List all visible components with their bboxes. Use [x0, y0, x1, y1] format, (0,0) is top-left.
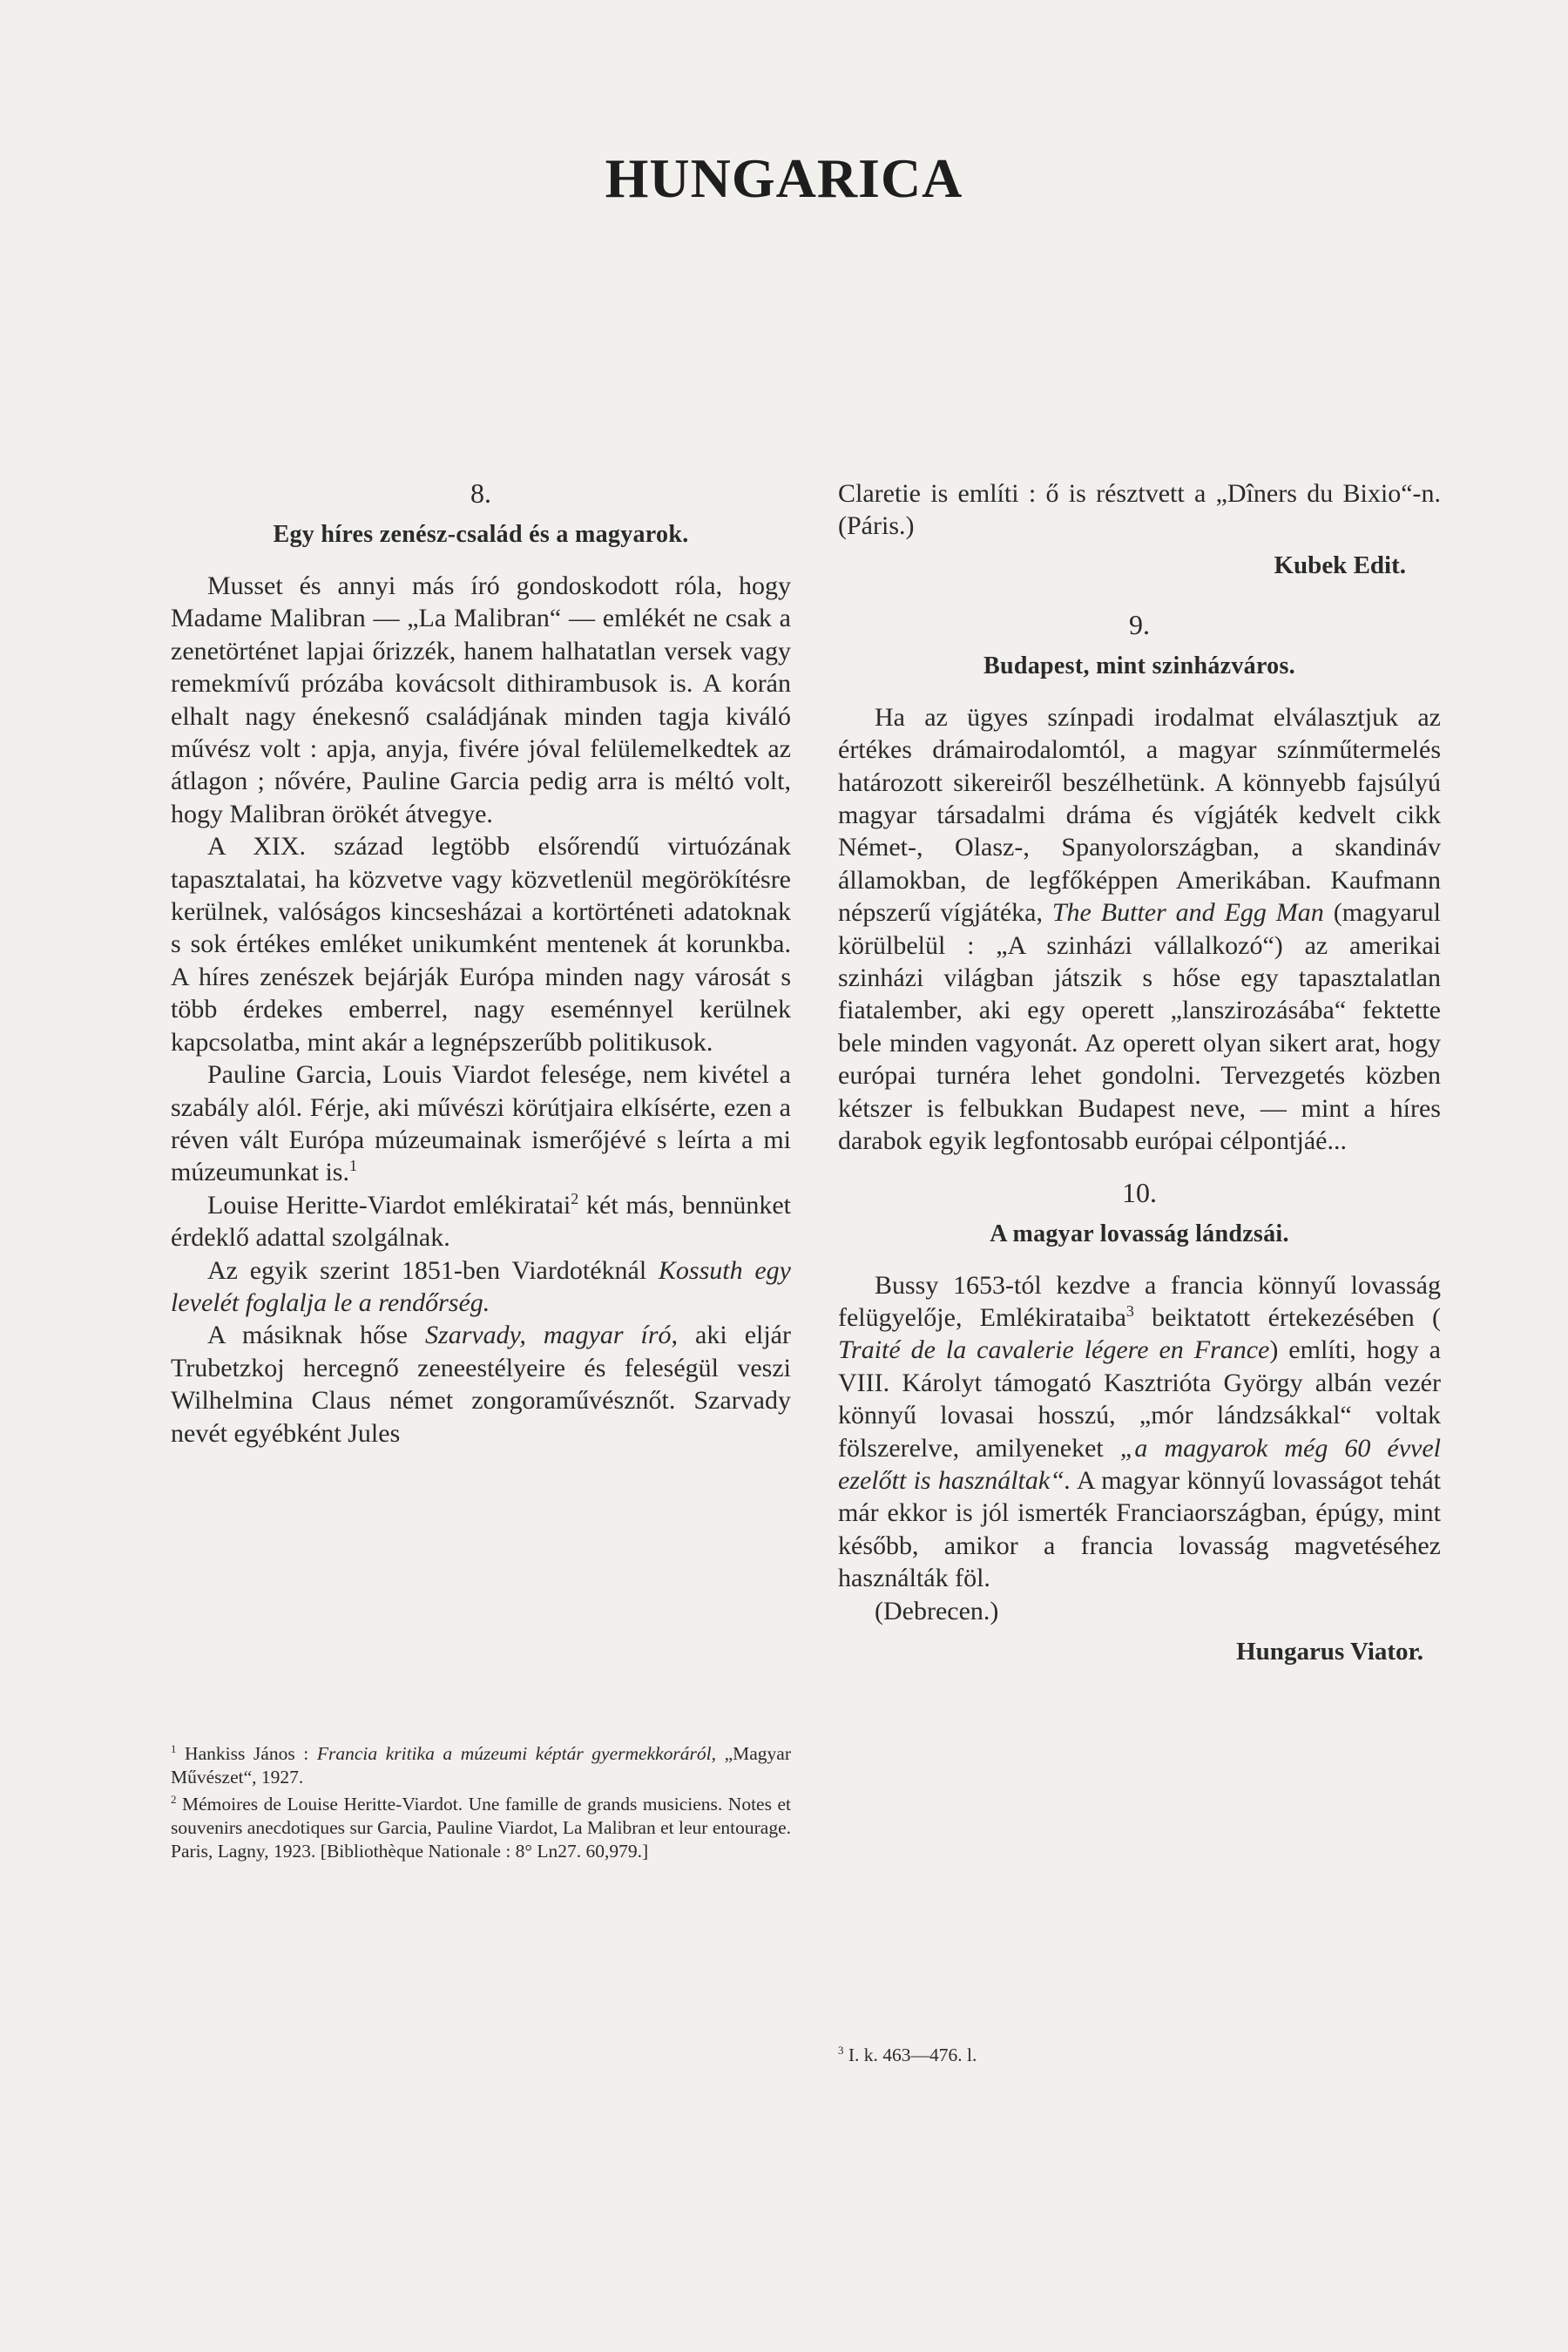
section-8-continuation: Claretie is említi : ő is résztvett a „Dîners du Bixio“-n. (Páris.) — [838, 479, 1441, 541]
left-column — [171, 477, 791, 1450]
section-9-title: Budapest, mint szinházváros. — [983, 652, 1295, 679]
footnote-1 — [171, 1742, 791, 1789]
paragraph-text: beiktatott értekezésében ( — [1133, 1302, 1441, 1332]
section-9-number: 9. — [1129, 608, 1150, 640]
footnote-number: 1 — [171, 1742, 177, 1755]
right-footnotes — [838, 2044, 1441, 2067]
section-10-title: A magyar lovasság lándzsái. — [990, 1220, 1289, 1247]
footnote-text: „Magyar Művészet“, 1927. — [171, 1743, 791, 1788]
footnote-ref: 3 — [1125, 1301, 1134, 1320]
paragraph-text: (magyarul körülbelül : „A szinházi vállalkozó“) az amerikai szinházi világban játszik s hőse egy tapasztalatlan fiatalember, aki egy operett „lanszirozásába“ fektette bele minden vagyonát. Az operett olyan sikert arat, hogy európai turnéra lehet gondolni. Tervezgetés közben kétszer is felbukkan Budapest neve, — mint a híres darabok egyik legfontosabb európai célpontjáé... — [838, 898, 1441, 1156]
emphasis-text: Szarvady, magyar író, — [425, 1321, 679, 1350]
section-8-paragraph — [171, 1254, 791, 1320]
section-10-paragraph — [838, 1269, 1441, 1595]
section-8-title: Egy híres zenész-család és a magyarok. — [273, 521, 689, 548]
footnote-text: I. k. 463—476. l. — [843, 2044, 977, 2065]
footnote-ref: 1 — [348, 1157, 357, 1175]
footnote-number: 3 — [838, 2044, 844, 2057]
right-column — [838, 477, 1441, 1695]
paragraph-text: ) említi, hogy a VIII. Károlyt támogató Kasztrióta György albán vezér könnyű lovasai hosszú, „mór lándzsákkal“ voltak fölszerelve, amilyeneket — [838, 1335, 1441, 1463]
paragraph-text: aki eljár Trubetzkoj hercegnő zeneestélyeire és feleségül veszi Wilhelmina Claus német zongoraművésznőt. Szarvady nevét egyébként Jules — [171, 1321, 791, 1448]
paragraph-text: Bussy 1653-tól kezdve a francia könnyű lovasság felügyelője, Emlékirataiba — [838, 1270, 1441, 1332]
footnote-number: 2 — [171, 1793, 177, 1806]
footnote-3 — [838, 2044, 1441, 2067]
footnote-emphasis: Francia kritika a múzeumi képtár gyermekkoráról, — [316, 1743, 716, 1764]
paragraph-text: két más, bennünket érdeklő adattal szolgálnak. — [171, 1190, 791, 1253]
paragraph-text: Pauline Garcia, Louis Viardot felesége, nem kivétel a szabály alól. Férje, aki művészi körútjaira elkísérte, ezen a réven vált Európa múzeumainak ismerőjévé s leírta a mi múzeumunkat is. — [171, 1060, 791, 1187]
paragraph-text: Az egyik szerint 1851-ben Viardotéknál — [207, 1255, 659, 1285]
footnote-text: Hankiss János : — [176, 1743, 317, 1764]
emphasis-text: The Butter and Egg Man — [1051, 898, 1324, 928]
section-8-number: 8. — [470, 477, 491, 509]
paragraph-text: A magyar könnyű lovasságot tehát már ekkor is jól ismerték Franciaországban, épúgy, mint később, amikor a francia lovasság magvetéséhez használták föl. — [838, 1465, 1442, 1593]
place-line: (Debrecen.) — [875, 1596, 999, 1625]
author-signature: Kubek Edit. — [1274, 551, 1406, 579]
emphasis-text: Kossuth egy levelét foglalja le a rendőrség. — [171, 1255, 791, 1317]
section-10-number: 10. — [1122, 1176, 1157, 1208]
paragraph-text: Louise Heritte-Viardot emlékiratai — [207, 1190, 571, 1220]
paragraph-text: A másiknak hőse — [207, 1321, 426, 1350]
paragraph-text: Ha az ügyes színpadi irodalmat elválasztjuk az értékes drámairodalomtól, a magyar színműtermelés határozott sikereiről beszélhetünk. A könnyebb fajsúlyú magyar társadalmi dráma és vígjáték kedvelt cikk Német-, Olasz-, Spanyolországban, a skandináv államokban, de legfőképpen Amerikában. Kaufmann népszerű vígjátéka, — [838, 702, 1441, 928]
footnote-text: Mémoires de Louise Heritte-Viardot. Une famille de grands musiciens. Notes et souvenirs anecdotiques sur Garcia, Pauline Viardot, La Malibran et leur entourage. Paris, Lagny, 1923. [Bibliothèque Nationale : 8° Ln27. 60,979.] — [171, 1794, 791, 1862]
page-title: HUNGARICA — [605, 147, 963, 209]
section-8-paragraph — [171, 1189, 791, 1254]
footnote-2 — [171, 1793, 791, 1863]
emphasis-text: Traité de la cavalerie légere en France — [838, 1335, 1270, 1365]
section-9-paragraph — [838, 701, 1441, 1158]
section-8-paragraph — [171, 1319, 791, 1450]
section-8-paragraph: Musset és annyi más író gondoskodott róla, hogy Madame Malibran — „La Malibran“ — emlékét ne csak a zenetörténet lapjai őrizzék, hanem halhatatlan versek vagy remekmívű prózába kovácsolt dithirambusok is. A korán elhalt nagy énekesnő családjának minden tagja kiváló művész volt : apja, anyja, fivére jóval felülemelkedtek az átlagon ; nővére, Pauline Garcia pedig arra is méltó volt, hogy Malibran örökét átvegye. — [171, 571, 791, 828]
footnote-ref: 2 — [571, 1189, 579, 1207]
section-8-paragraph — [171, 1058, 791, 1189]
author-signature: Hungarus Viator. — [1236, 1637, 1423, 1666]
emphasis-text: „a magyarok még 60 évvel ezelőtt is használtak“. — [838, 1433, 1441, 1495]
left-footnotes — [171, 1742, 791, 1867]
section-8-paragraph: A XIX. század legtöbb elsőrendű virtuózának tapasztalatai, ha közvetve vagy közvetlenül megörökítésre kerülnek, valóságos kincsesházai a kortörténeti adatoknak s sok értékes emléket unikumként mentenek át korunkba. A híres zenészek bejárják Európa minden nagy városát s több érdekes emberrel, nagy eseménnyel kerülnek kapcsolatba, mint akár a legnépszerűbb politikusok. — [171, 832, 791, 1057]
